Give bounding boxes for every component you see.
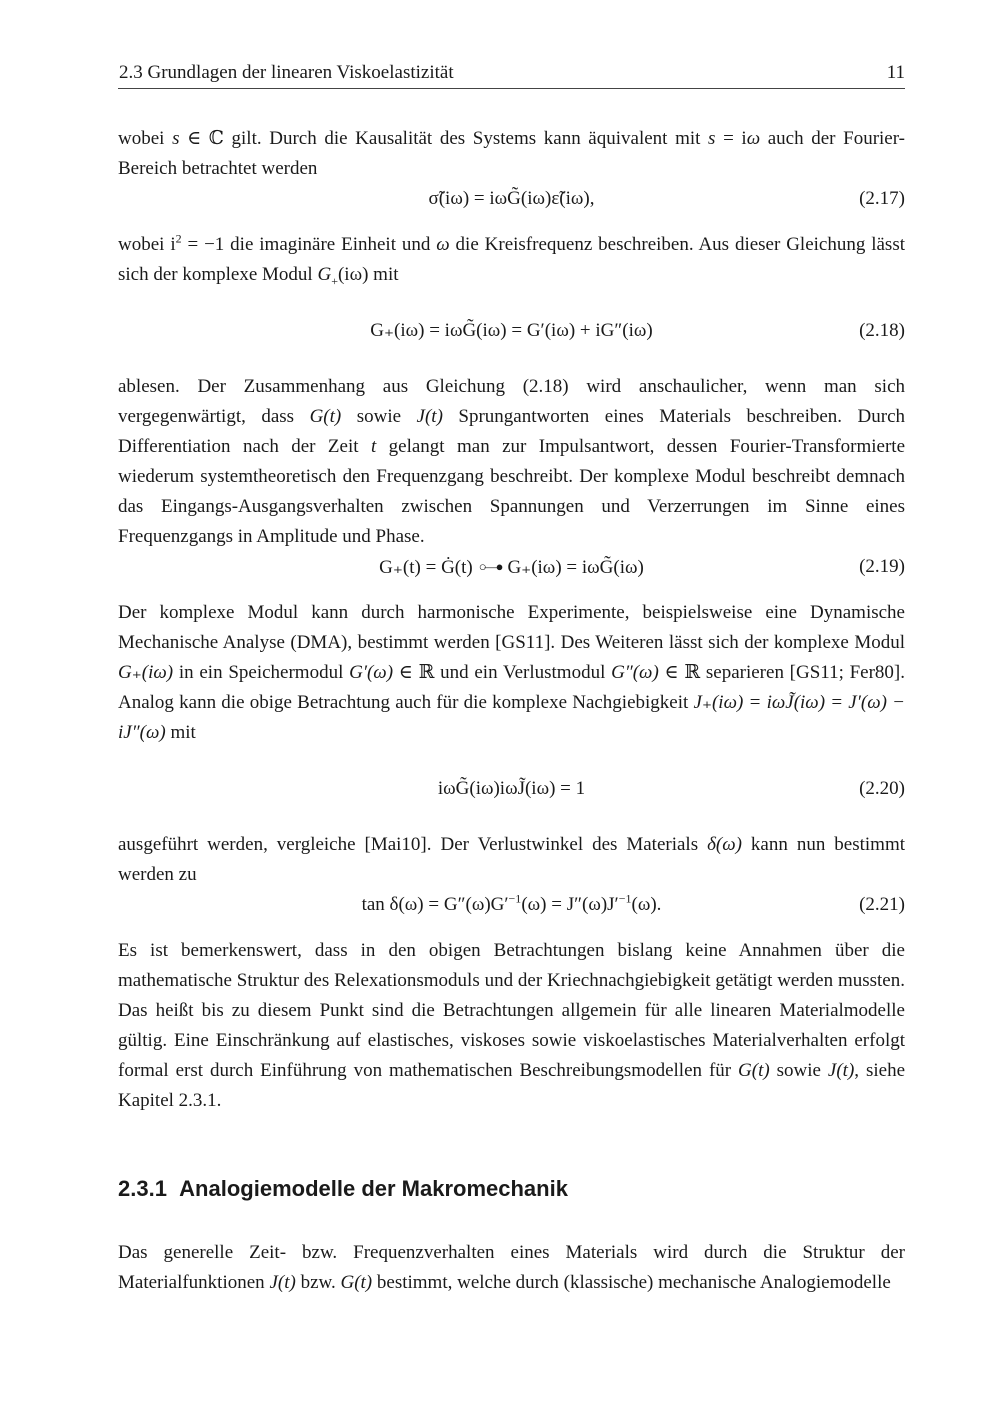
- paragraph-5: ausgeführt werden, vergleiche [Mai10]. Der Verlustwinkel des Materials δ(ω) kann nun bestimmt werden zu: [118, 834, 905, 885]
- paragraph-6: Es ist bemerkenswert, dass in den obigen Betrachtungen bislang keine Annahmen über die mathematische Struktur des Relexationsmoduls und der Kriechnachgiebigkeit getätigt werden mussten. Das heißt bis zu diesem Punkt sind die Betrachtungen allgemein für alle linearen Materialmodelle gültig. Eine Einschränkung auf elastisches, viskoses sowie viskoelastisches Materialverhalten erfolgt formal erst durch Einführung von mathematischen Beschreibungsmodellen für G(t) sowie J(t), siehe Kapitel 2.3.1.: [118, 940, 906, 1111]
- paragraph-3: ablesen. Der Zusammenhang aus Gleichung (2.18) wird anschaulicher, wenn man sich vergegenwärtigt, dass G(t) sowie J(t) Sprungantworten eines Materials beschreiben. Durch Differentiation nach der Zeit t gelangt man zur Impulsantwort, dessen Fourier-Transformierte wiederum systemtheoretisch den Frequenzgang beschreibt. Der komplexe Modul beschreibt demnach das Eingangs-Ausgangsverhalten zwischen Spannungen und Verzerrungen im Sinne eines Frequenzgangs in Amplitude und Phase.: [118, 376, 906, 547]
- page-body: [118, 124, 905, 1298]
- section-heading: [118, 1174, 905, 1204]
- equation-2-17-number: (2.17): [859, 188, 905, 209]
- equation-2-20: [118, 774, 905, 804]
- running-head: 2.3 Grundlagen der linearen Viskoelastizität: [119, 62, 454, 83]
- equation-2-20-number: (2.20): [859, 778, 905, 799]
- section-title: Analogiemodelle der Makromechanik: [179, 1176, 568, 1201]
- equation-2-17-math: σ̃(iω) = iωG̃(iω)ε̃(iω),: [428, 188, 595, 209]
- equation-2-18-number: (2.18): [859, 320, 905, 341]
- equation-2-20-math: iωG̃(iω)iωJ̃(iω) = 1: [437, 778, 586, 799]
- section-number: 2.3.1: [118, 1176, 167, 1201]
- equation-2-17: [118, 184, 905, 214]
- correspondence-symbol: ○—●: [478, 559, 502, 574]
- equation-2-21: $\tan \delta(\omega) = G''(\omega)G'^{-1}(\omega) = J''(\omega)J'^{-1}(\omega)$. (2.21): [118, 890, 905, 920]
- page-number: 11: [886, 62, 905, 83]
- paragraph-7: Das generelle Zeit- bzw. Frequenzverhalten eines Materials wird durch die Struktur der Materialfunktionen J(t) bzw. G(t) bestimmt, welche durch (klassische) mechanische Analogiemodelle: [118, 1242, 905, 1293]
- paragraph-2: wobei $i^2 = -1$ die imaginäre Einheit und ω die Kreisfrequenz beschreiben. Aus dieser Gleichung lässt sich der komplexe Modul $G_+(i\omega)$ mit: [118, 231, 905, 288]
- equation-2-18: [118, 316, 905, 346]
- paragraph-4: Der komplexe Modul kann durch harmonische Experimente, beispielsweise eine Dynamische Mechanische Analyse (DMA), bestimmt werden [GS11]. Des Weiteren lässt sich der komplexe Modul G₊(iω) in ein Speichermodul G′(ω) ∈ ℝ und ein Verlustmodul G″(ω) ∈ ℝ separieren [GS11; Fer80]. Analog kann die obige Betrachtung auch für die komplexe Nachgiebigkeit J₊(iω) = iωJ̃(iω) = J′(ω) − iJ″(ω) mit: [118, 602, 906, 743]
- equation-2-21-number: (2.21): [859, 894, 905, 915]
- page-header: [118, 60, 905, 89]
- equation-2-19-right: G₊(iω) = iωG̃(iω): [507, 557, 644, 578]
- equation-2-19: [118, 552, 905, 582]
- equation-2-18-math: G₊(iω) = iωG̃(iω) = G′(iω) + iG″(iω): [370, 320, 653, 341]
- paragraph-1: wobei s ∈ ℂ gilt. Durch die Kausalität des Systems kann äquivalent mit s = iω auch der Fourier-Bereich betrachtet werden: [118, 128, 906, 179]
- equation-2-19-left: G₊(t) = Ġ(t): [379, 557, 473, 578]
- equation-2-19-number: (2.19): [859, 556, 905, 577]
